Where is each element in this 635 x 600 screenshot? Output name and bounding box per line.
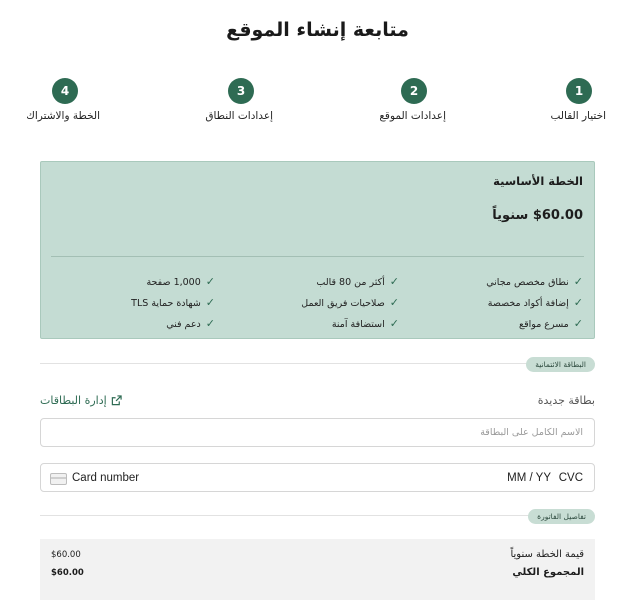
step-1-number: 1 (566, 78, 592, 104)
plan-card (40, 161, 595, 339)
invoice-total-label: المجموع الكلي (512, 567, 584, 578)
card-details-field[interactable] (40, 463, 595, 492)
step-4-number: 4 (52, 78, 78, 104)
step-1[interactable] (495, 78, 635, 128)
card-expiry-input[interactable]: MM / YY (507, 472, 551, 484)
invoice-section-badge: تفاصيل الفاتورة (528, 509, 595, 524)
feature-item: ✓دعم فني (166, 317, 215, 330)
step-3-number: 3 (228, 78, 254, 104)
step-1-label: اختيار القالب (550, 110, 606, 122)
credit-card-section-badge: البطاقة الائتمانية (526, 357, 595, 372)
check-icon: ✓ (205, 275, 215, 288)
manage-cards-link[interactable]: إدارة البطاقات (40, 394, 122, 407)
feature-item: ✓استضافة آمنة (331, 317, 399, 330)
check-icon: ✓ (573, 275, 583, 288)
cardholder-name-input[interactable] (40, 418, 595, 447)
card-number-input[interactable]: Card number (72, 472, 140, 484)
step-3[interactable] (158, 78, 298, 128)
card-cvc-input[interactable]: CVC (558, 472, 583, 484)
plan-price: $60.00 سنوياً (492, 208, 583, 223)
feature-item: ✓أكثر من 80 قالب (316, 275, 399, 288)
step-4[interactable] (0, 78, 140, 128)
check-icon: ✓ (573, 296, 583, 309)
plan-divider (51, 256, 584, 257)
step-2-number: 2 (401, 78, 427, 104)
step-3-label: إعدادات النطاق (205, 110, 273, 122)
invoice-summary (40, 539, 595, 600)
step-2[interactable] (330, 78, 470, 128)
section-divider (40, 515, 595, 516)
check-icon: ✓ (573, 317, 583, 330)
check-icon: ✓ (205, 296, 215, 309)
check-icon: ✓ (389, 317, 399, 330)
feature-item: ✓إضافة أكواد مخصصة (487, 296, 583, 309)
invoice-total-value: $60.00 (51, 568, 84, 578)
page-title: متابعة إنشاء الموقع (226, 19, 409, 41)
section-divider (40, 363, 595, 364)
check-icon: ✓ (389, 296, 399, 309)
feature-item: ✓نطاق مخصص مجاني (486, 275, 583, 288)
feature-item: ✓صلاحيات فريق العمل (301, 296, 399, 309)
step-2-label: إعدادات الموقع (379, 110, 446, 122)
feature-item: ✓مسرع مواقع (519, 317, 583, 330)
credit-card-icon (50, 473, 67, 485)
invoice-row-label: قيمة الخطة سنوياً (510, 549, 584, 560)
feature-item: ✓شهادة حماية TLS (131, 296, 215, 309)
plan-name: الخطة الأساسية (493, 174, 583, 188)
check-icon: ✓ (205, 317, 215, 330)
check-icon: ✓ (389, 275, 399, 288)
step-4-label: الخطة والاشتراك (26, 110, 100, 122)
feature-item: ✓1,000 صفحة (146, 275, 215, 288)
invoice-row-value: $60.00 (51, 550, 81, 560)
external-link-icon (111, 395, 122, 406)
new-card-label: بطاقة جديدة (537, 394, 595, 407)
